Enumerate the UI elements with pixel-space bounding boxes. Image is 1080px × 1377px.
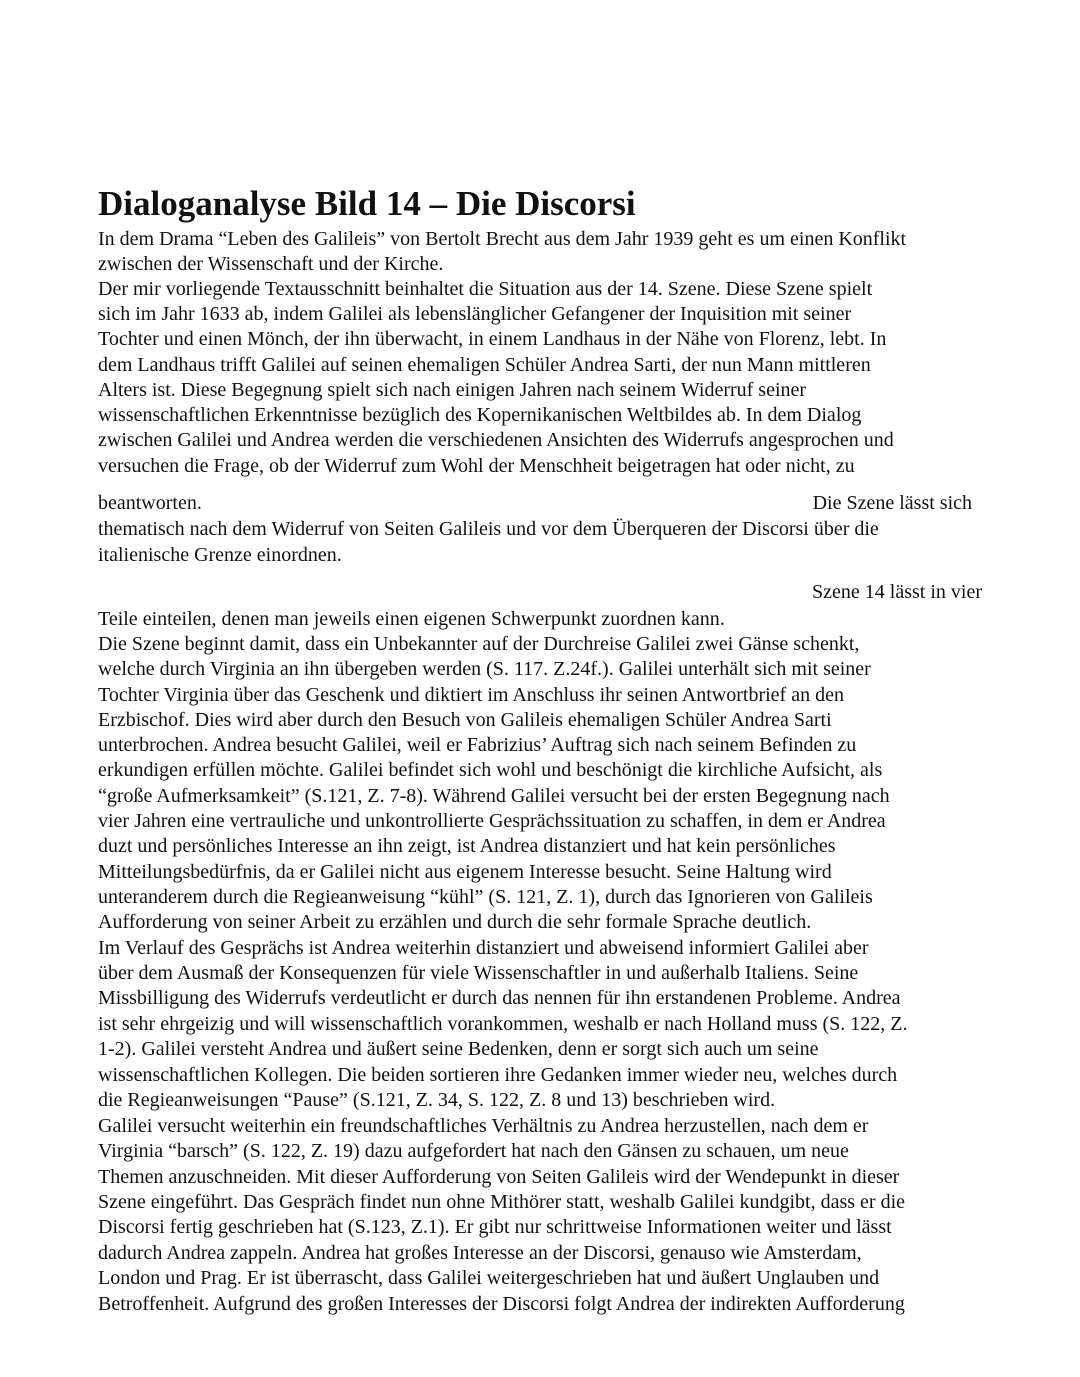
text-line: Missbilligung des Widerrufs verdeutlicht er durch das nennen für ihn erstandenen Probleme. Andrea (98, 987, 901, 1009)
text-line: Tochter Virginia über das Geschenk und diktiert im Anschluss ihr seinen Antwortbrief an den (98, 684, 844, 706)
text-line: Alters ist. Diese Begegnung spielt sich nach einigen Jahren nach seinem Widerruf seiner (98, 379, 807, 401)
text-line: versuchen die Frage, ob der Widerruf zum Wohl der Menschheit beigetragen hat oder nicht, zu (98, 455, 855, 477)
text-line: Betroffenheit. Aufgrund des großen Interesses der Discorsi folgt Andrea der indirekten Aufforderung (98, 1293, 905, 1315)
text-line: Teile einteilen, denen man jeweils einen eigenen Schwerpunkt zuordnen kann. (98, 608, 725, 630)
text-line: Virginia “barsch” (S. 122, Z. 19) dazu aufgefordert hat nach den Gänsen zu schauen, um neue (98, 1140, 849, 1162)
text-line: Erzbischof. Dies wird aber durch den Besuch von Galileis ehemaligen Schüler Andrea Sarti (98, 709, 832, 731)
text-line: zwischen Galilei und Andrea werden die verschiedenen Ansichten des Widerrufs angesprochen und (98, 429, 894, 451)
text-line: unterbrochen. Andrea besucht Galilei, weil er Fabrizius’ Auftrag sich nach seinem Befinden zu (98, 734, 857, 756)
text-line: In dem Drama “Leben des Galileis” von Bertolt Brecht aus dem Jahr 1939 geht es um einen Konflikt (98, 228, 907, 250)
text-line-right: Die Szene lässt sich (812, 492, 972, 514)
text-line-right: Szene 14 lässt in vier (812, 581, 982, 603)
text-line: dadurch Andrea zappeln. Andrea hat großes Interesse an der Discorsi, genauso wie Amsterdam, (98, 1242, 862, 1264)
text-line: welche durch Virginia an ihn übergeben werden (S. 117. Z.24f.). Galilei unterhält sich mit seiner (98, 658, 871, 680)
text-line: Themen anzuschneiden. Mit dieser Aufforderung von Seiten Galileis wird der Wendepunkt in dieser (98, 1166, 900, 1188)
text-line: Discorsi fertig geschrieben hat (S.123, Z.1). Er gibt nur schrittweise Informationen weiter und lässt (98, 1216, 892, 1238)
text-line: Die Szene beginnt damit, dass ein Unbekannter auf der Durchreise Galilei zwei Gänse schenkt, (98, 633, 860, 655)
text-line: italienische Grenze einordnen. (98, 544, 342, 566)
text-line: beantworten. (98, 492, 202, 514)
text-line: erkundigen erfüllen möchte. Galilei befindet sich wohl und beschönigt die kirchliche Aufsicht, als (98, 759, 883, 781)
text-line: duzt und persönliches Interesse an ihn zeigt, ist Andrea distanziert und hat kein persönliches (98, 835, 836, 857)
text-line: “große Aufmerksamkeit” (S.121, Z. 7-8). Während Galilei versucht bei der ersten Begegnung nach (98, 785, 890, 807)
text-line: Szene eingeführt. Das Gespräch findet nun ohne Mithörer statt, weshalb Galilei kundgibt, dass er die (98, 1191, 906, 1213)
text-line: London und Prag. Er ist überrascht, dass Galilei weitergeschrieben hat und äußert Unglauben und (98, 1267, 880, 1289)
text-line: Im Verlauf des Gesprächs ist Andrea weiterhin distanziert und abweisend informiert Galilei aber (98, 937, 869, 959)
text-line: thematisch nach dem Widerruf von Seiten Galileis und vor dem Überqueren der Discorsi über die (98, 518, 879, 540)
text-line: Aufforderung von seiner Arbeit zu erzählen und durch die sehr formale Sprache deutlich. (98, 911, 812, 933)
text-line: über dem Ausmaß der Konsequenzen für viele Wissenschaftler in und außerhalb Italiens. Seine (98, 962, 859, 984)
text-line: Mitteilungsbedürfnis, da er Galilei nicht aus eigenem Interesse besucht. Seine Haltung wird (98, 861, 832, 883)
text-line: wissenschaftlichen Erkenntnisse bezüglich des Kopernikanischen Weltbildes ab. In dem Dialog (98, 404, 862, 426)
text-line: 1-2). Galilei versteht Andrea und äußert seine Bedenken, denn er sorgt sich auch um seine (98, 1038, 819, 1060)
text-line: die Regieanweisungen “Pause” (S.121, Z. 34, S. 122, Z. 8 und 13) beschrieben wird. (98, 1089, 776, 1111)
text-line: Tochter und einen Mönch, der ihn überwacht, in einem Landhaus in der Nähe von Florenz, lebt. In (98, 328, 887, 350)
text-line: unteranderem durch die Regieanweisung “kühl” (S. 121, Z. 1), durch das Ignorieren von Galileis (98, 886, 873, 908)
text-line: dem Landhaus trifft Galilei auf seinen ehemaligen Schüler Andrea Sarti, der nun Mann mittleren (98, 354, 871, 376)
text-line: wissenschaftlichen Kollegen. Die beiden sortieren ihre Gedanken immer wieder neu, welches durch (98, 1064, 898, 1086)
text-line: ist sehr ehrgeizig und will wissenschaftlich vorankommen, weshalb er nach Holland muss (S. 122, Z. (98, 1013, 908, 1035)
text-line: Der mir vorliegende Textausschnitt beinhaltet die Situation aus der 14. Szene. Diese Szene spielt (98, 278, 873, 300)
text-line: zwischen der Wissenschaft und der Kirche. (98, 253, 444, 275)
page-title: Dialoganalyse Bild 14 – Die Discorsi (98, 184, 636, 223)
text-line: vier Jahren eine vertrauliche und unkontrollierte Gesprächssituation zu schaffen, in dem er Andrea (98, 810, 886, 832)
text-line: sich im Jahr 1633 ab, indem Galilei als lebenslänglicher Gefangener der Inquisition mit seiner (98, 303, 852, 325)
text-line: Galilei versucht weiterhin ein freundschaftliches Verhältnis zu Andrea herzustellen, nach dem er (98, 1115, 869, 1137)
